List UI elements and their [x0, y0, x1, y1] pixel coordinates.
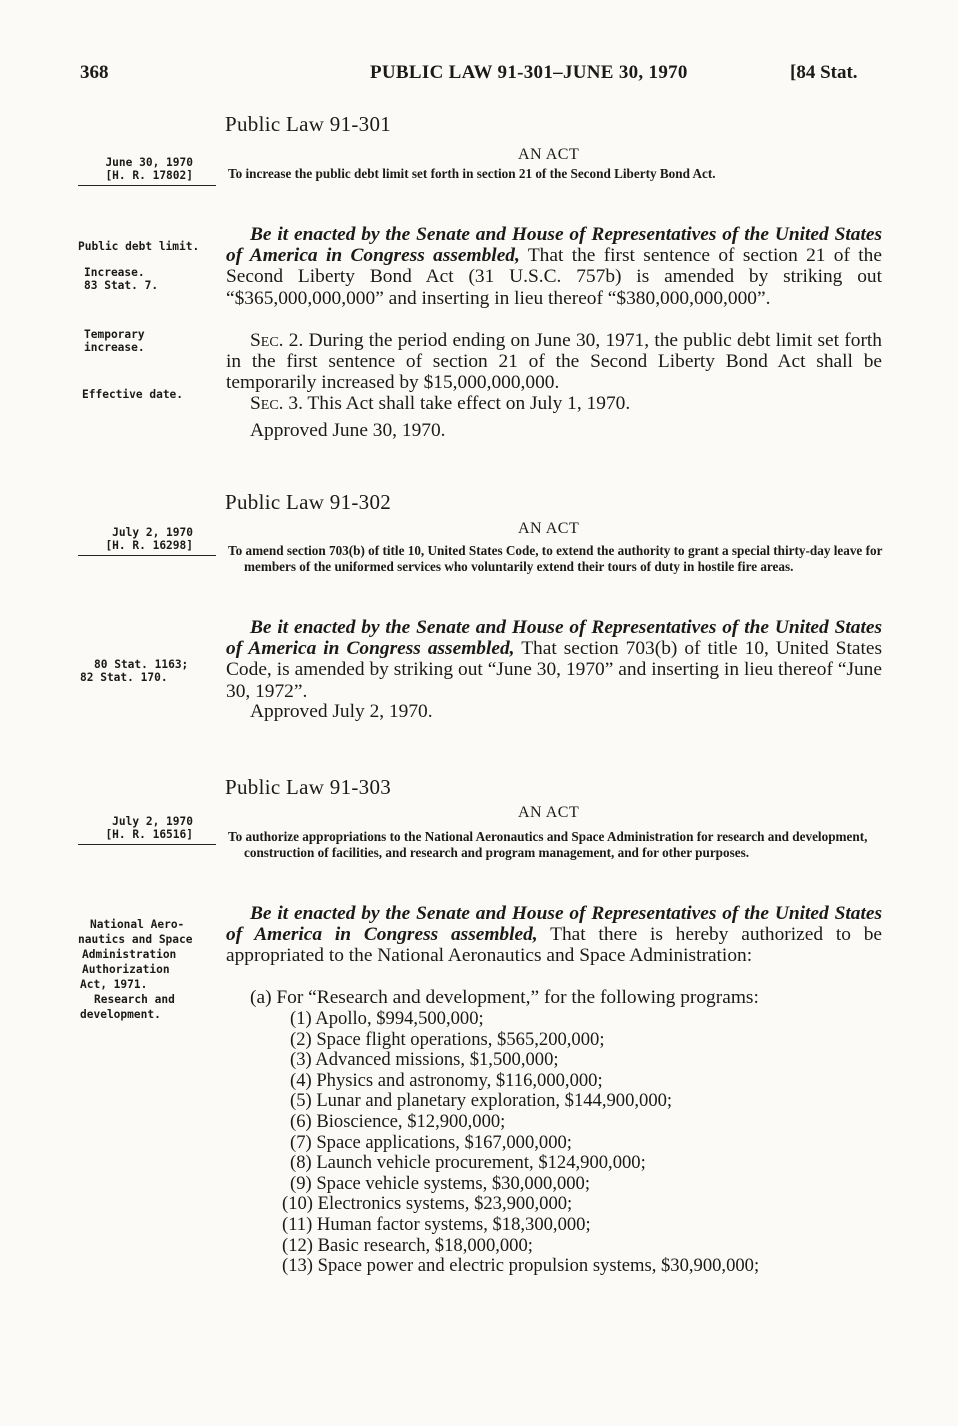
approval-line: Approved July 2, 1970.	[250, 701, 433, 722]
law-title-91-303: Public Law 91-303	[225, 775, 392, 799]
margin-note-nasa-3: Administration	[82, 948, 177, 961]
stat-reference: [84 Stat.	[790, 62, 858, 83]
margin-note-public-debt: Public debt limit.	[78, 240, 200, 253]
list-item: (9) Space vehicle systems, $30,000,000;	[290, 1172, 591, 1194]
section-1-text	[226, 224, 882, 309]
approval-line: Approved June 30, 1970.	[250, 420, 446, 441]
list-item: (12) Basic research, $18,000,000;	[282, 1234, 533, 1256]
section-3-text	[226, 393, 882, 414]
section-3-label: Sec. 3.	[250, 393, 303, 414]
list-item: (3) Advanced missions, $1,500,000;	[290, 1049, 559, 1071]
enacting-clause: Be it enacted by the Senate and House of Representatives of the United States of America in Congress assembled,	[226, 617, 882, 660]
section-3-body: This Act shall take effect on July 1, 1970.	[307, 393, 631, 414]
act-purpose: To authorize appropriations to the National Aeronautics and Space Administration for research and development, construction of facilities, and research and program management, and for other purposes.	[228, 829, 868, 860]
margin-note-nasa-5: Act, 1971.	[80, 978, 148, 991]
an-act-heading: AN ACT	[518, 146, 580, 163]
list-item: (13) Space power and electric propulsion systems, $30,900,000;	[282, 1255, 760, 1277]
law-title-91-301: Public Law 91-301	[225, 112, 392, 136]
section-2-text	[226, 330, 882, 394]
act-purpose: To amend section 703(b) of title 10, United States Code, to extend the authority to grant a special thirty-day leave for members of the uniformed services who voluntarily extend their tours of duty in hostile fire areas.	[228, 543, 883, 574]
section-1-body: That the first sentence of section 21 of the Second Liberty Bond Act (31 U.S.C. 757b) is amended by striking out “$365,000,000,000” and inserting in lieu thereof “$380,000,000,000”.	[226, 245, 882, 309]
margin-note-temporary: Temporary increase.	[84, 328, 145, 354]
margin-note-stat-2: 82 Stat. 170.	[80, 671, 168, 684]
margin-note-nasa-1: National Aero-	[90, 918, 185, 931]
margin-bill: [H. R. 17802]	[105, 169, 193, 182]
margin-date: June 30, 1970	[105, 156, 193, 169]
enacting-clause: Be it enacted by the Senate and House of Representatives of the United States of America in Congress assembled,	[226, 903, 882, 946]
margin-rule	[78, 844, 216, 845]
an-act-heading: AN ACT	[518, 520, 580, 537]
section-1-body: That there is hereby authorized to be appropriated to the National Aeronautics and Space Administration:	[226, 924, 883, 967]
list-item: (5) Lunar and planetary exploration, $144,900,000;	[290, 1090, 673, 1112]
list-item: (6) Bioscience, $12,900,000;	[290, 1110, 506, 1132]
margin-note-research: Research and	[94, 993, 175, 1006]
list-item: (10) Electronics systems, $23,900,000;	[282, 1193, 573, 1215]
subsection-a: (a) For “Research and development,” for the following programs:	[250, 987, 759, 1008]
program-list	[250, 1009, 759, 1277]
list-item: (1) Apollo, $994,500,000;	[290, 1008, 484, 1029]
margin-note-nasa-2: nautics and Space	[78, 933, 193, 946]
section-1-text	[226, 903, 882, 967]
margin-rule	[78, 185, 216, 186]
section-2-label: Sec. 2.	[250, 330, 304, 351]
running-title: PUBLIC LAW 91-301–JUNE 30, 1970	[370, 62, 688, 83]
margin-bill: [H. R. 16298]	[105, 539, 193, 552]
margin-note-stat: 83 Stat. 7.	[84, 279, 159, 292]
margin-note-stat-1: 80 Stat. 1163;	[94, 658, 189, 671]
list-item: (8) Launch vehicle procurement, $124,900,000;	[290, 1152, 646, 1174]
list-item: (11) Human factor systems, $18,300,000;	[282, 1213, 591, 1235]
act-purpose: To increase the public debt limit set forth in section 21 of the Second Liberty Bond Act.	[228, 166, 716, 181]
margin-note-nasa-4: Authorization	[82, 963, 170, 976]
an-act-heading: AN ACT	[518, 804, 580, 821]
margin-note-increase: Increase.	[84, 266, 145, 279]
enacting-clause: Be it enacted by the Senate and House of Representatives of the United States of America in Congress assembled,	[226, 224, 882, 267]
list-item: (7) Space applications, $167,000,000;	[290, 1131, 572, 1153]
page-number: 368	[80, 62, 109, 83]
law-title-91-302: Public Law 91-302	[225, 490, 392, 514]
margin-rule	[78, 555, 216, 556]
margin-bill: [H. R. 16516]	[105, 828, 193, 841]
list-item: (2) Space flight operations, $565,200,000;	[290, 1028, 605, 1050]
margin-note-development: development.	[80, 1008, 161, 1021]
margin-note-effective: Effective date.	[82, 388, 184, 401]
section-1-body: That section 703(b) of title 10, United States Code, is amended by striking out “June 30, 1970” and inserting in lieu thereof “June 30, 1972”.	[226, 638, 882, 702]
section-2-body: During the period ending on June 30, 1971, the public debt limit set forth in the first sentence of section 21 of the Second Liberty Bond Act shall be temporarily increased by $15,000,000,000.	[226, 330, 882, 394]
section-1-text	[226, 617, 882, 702]
margin-date: July 2, 1970	[112, 815, 193, 828]
margin-date: July 2, 1970	[112, 526, 193, 539]
list-item: (4) Physics and astronomy, $116,000,000;	[290, 1069, 603, 1091]
